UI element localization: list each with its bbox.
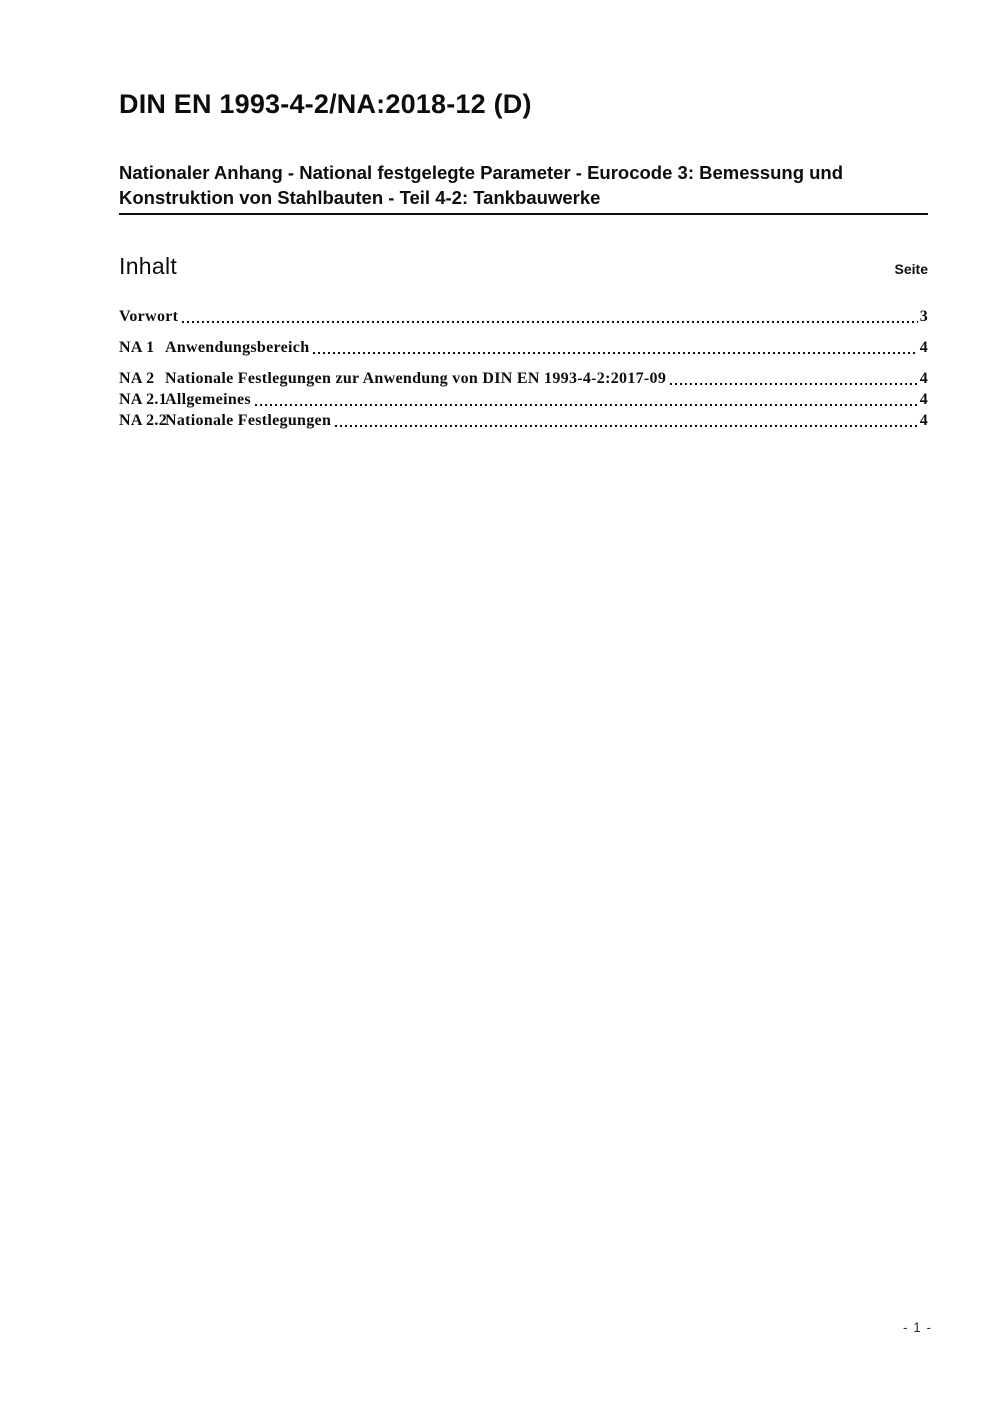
toc-dot-leader (331, 410, 920, 431)
toc-entry-page-number: 4 (919, 370, 928, 387)
title-divider-rule (119, 213, 928, 215)
toc-header (119, 253, 928, 280)
toc-entry-page-number: 4 (919, 339, 928, 356)
toc-entry-title: Nationale Festlegungen (165, 412, 332, 429)
toc-dot-leader (251, 389, 920, 410)
toc-entry-title: Anwendungsbereich (165, 339, 310, 356)
toc-entry-label: NA 1 (119, 339, 155, 356)
toc-entry-na2-2 (119, 410, 928, 431)
toc-list (119, 306, 928, 431)
document-subtitle: Nationaler Anhang - National festgelegte Parameter - Eurocode 3: Bemessung und Konstruktion von Stahlbauten - Teil 4-2: Tankbauwerke (119, 162, 844, 208)
toc-dot-leader (309, 337, 919, 358)
toc-page-column-label: Seite (894, 261, 928, 277)
toc-entry-page-number: 4 (919, 412, 928, 429)
page-content (119, 0, 928, 431)
toc-entry-na1 (119, 337, 928, 358)
toc-entry-title: Vorwort (119, 308, 179, 325)
toc-entry-title: Nationale Festlegungen zur Anwendung von DIN EN 1993-4-2:2017-09 (165, 370, 667, 387)
toc-entry-na2-1 (119, 389, 928, 410)
toc-dot-leader (178, 306, 919, 327)
toc-entry-na2 (119, 368, 928, 389)
toc-dot-leader (666, 368, 920, 389)
toc-entry-title: Allgemeines (165, 391, 251, 408)
toc-entry-page-number: 3 (919, 308, 928, 325)
footer-page-number: - 1 - (902, 1320, 932, 1335)
toc-entry-label: NA 2 (119, 370, 155, 387)
toc-entry-page-number: 4 (919, 391, 928, 408)
toc-heading: Inhalt (119, 253, 178, 279)
toc-entry-label: NA 2.1 (119, 391, 168, 408)
document-code-title: DIN EN 1993-4-2/NA:2018-12 (D) (119, 89, 532, 119)
toc-entry-vorwort (119, 306, 928, 327)
toc-entry-label: NA 2.2 (119, 412, 168, 429)
